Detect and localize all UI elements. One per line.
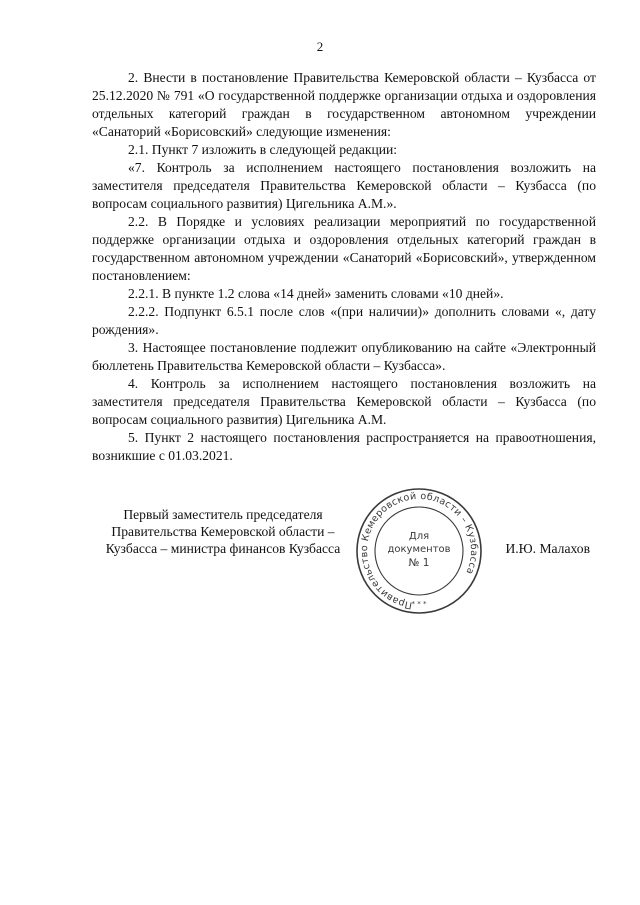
signature-block <box>88 490 600 632</box>
seal-stars: * * * <box>411 600 427 608</box>
paragraph-item-2-2-1: 2.2.1. В пункте 1.2 слова «14 дней» заменить словами «10 дней». <box>128 286 504 301</box>
seal-center-line: Для <box>408 531 430 542</box>
paragraph-item-4: 4. Контроль за исполнением настоящего постановления возложить на заместителя председателя Правительства Кемеровской области – Кузбасса (по вопросам социального развития) Цигельника А.М. <box>92 376 596 427</box>
signer-position-line: Кузбасса – министра финансов Кузбасса <box>105 541 341 556</box>
official-seal-stamp <box>354 486 484 616</box>
document-body <box>92 69 596 465</box>
signer-position-line: Первый заместитель председателя <box>123 507 323 522</box>
paragraph-item-2-2: 2.2. В Порядке и условиях реализации мероприятий по государственной поддержке организации отдыха и оздоровления отдельных категорий граждан в государственном автономном учреждении «Санаторий «Борисовский», утвержденном постановлением: <box>92 214 596 283</box>
seal-center-line: № 1 <box>408 557 430 569</box>
paragraph-item-7-quote: «7. Контроль за исполнением настоящего постановления возложить на заместителя председателя Правительства Кемеровской области – Кузбасса (по вопросам социального развития) Цигельника А.М.». <box>92 160 596 211</box>
page-number: 2 <box>316 39 324 54</box>
paragraph-item-2-1: 2.1. Пункт 7 изложить в следующей редакции: <box>128 142 398 157</box>
seal-ring-text: Правительство Кемеровской области – Кузбасса <box>358 490 480 611</box>
paragraph-item-3: 3. Настоящее постановление подлежит опубликованию на сайте «Электронный бюллетень Правительства Кемеровской области – Кузбасса». <box>92 340 596 373</box>
paragraph-item-2-2-2: 2.2.2. Подпункт 6.5.1 после слов «(при наличии)» дополнить словами «, дату рождения». <box>92 304 596 337</box>
seal-center-line: документов <box>387 544 451 555</box>
signer-position-line: Правительства Кемеровской области – <box>111 524 335 539</box>
paragraph-item-2: 2. Внести в постановление Правительства Кемеровской области – Кузбасса от 25.12.2020 № 791 «О государственной поддержке организации отдыха и оздоровления отдельных категорий граждан в государственном автономном учреждении «Санаторий «Борисовский» следующие изменения: <box>92 70 596 139</box>
signer-name: И.Ю. Малахов <box>505 541 590 556</box>
paragraph-item-5: 5. Пункт 2 настоящего постановления распространяется на правоотношения, возникшие с 01.03.2021. <box>92 430 596 463</box>
signer-position <box>88 506 358 557</box>
